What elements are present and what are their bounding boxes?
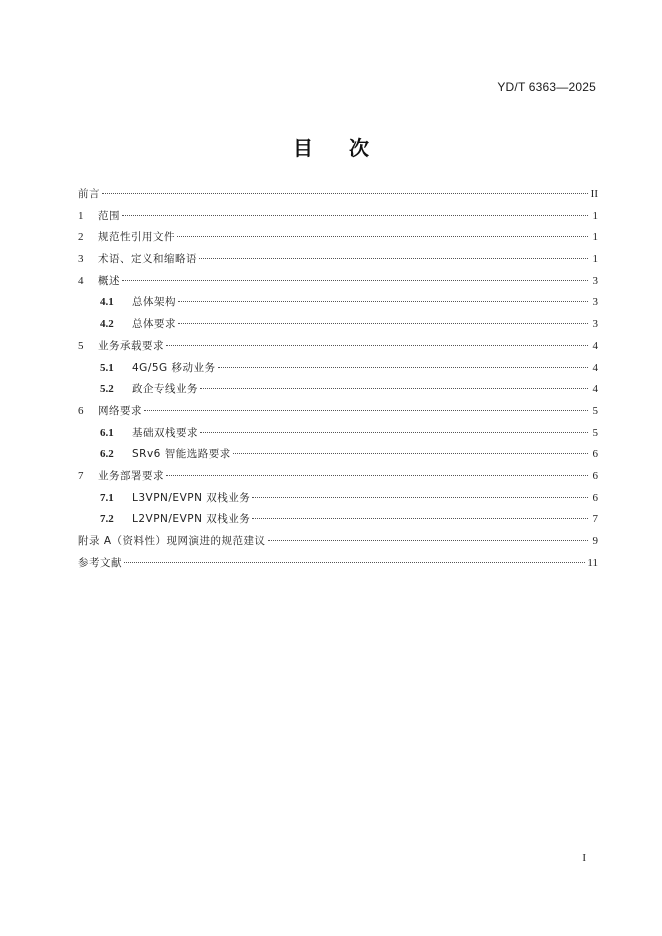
toc-entry-number: 5 bbox=[78, 339, 84, 352]
document-id: YD/T 6363—2025 bbox=[497, 80, 596, 94]
toc-entry-page: 1 bbox=[592, 231, 598, 244]
toc-entry-page: II bbox=[590, 188, 598, 200]
toc-entry[interactable] bbox=[78, 249, 598, 271]
toc-entry-label: 概述 bbox=[98, 274, 120, 287]
toc-leader-dots bbox=[144, 410, 588, 411]
toc-entry-label: 4G/5G 移动业务 bbox=[132, 361, 216, 374]
toc-entry-label: 术语、定义和缩略语 bbox=[98, 253, 197, 266]
toc-leader-dots bbox=[233, 453, 588, 454]
toc-leader-dots bbox=[252, 497, 588, 498]
toc-entry-number: 1 bbox=[78, 209, 84, 222]
toc-entry[interactable] bbox=[78, 423, 598, 445]
toc-entry-number: 5.2 bbox=[100, 383, 114, 396]
toc-entry[interactable] bbox=[78, 314, 598, 336]
toc-leader-dots bbox=[122, 215, 588, 216]
toc-entry-label: 业务承载要求 bbox=[98, 339, 164, 352]
toc-entry-page: 6 bbox=[592, 448, 598, 461]
toc-entry-label: 总体架构 bbox=[132, 296, 176, 309]
toc-entry-page: 7 bbox=[592, 513, 598, 526]
toc-entry[interactable] bbox=[78, 184, 598, 206]
toc-entry-number: 7 bbox=[78, 469, 84, 482]
toc-leader-dots bbox=[102, 193, 588, 194]
toc-leader-dots bbox=[200, 388, 588, 389]
toc-leader-dots bbox=[178, 323, 588, 324]
toc-entry-number: 6.1 bbox=[100, 426, 114, 439]
toc-entry[interactable] bbox=[78, 531, 598, 553]
toc-entry[interactable] bbox=[78, 379, 598, 401]
toc-entry[interactable] bbox=[78, 358, 598, 380]
page-number: I bbox=[582, 852, 586, 864]
toc-entry-label: 总体要求 bbox=[132, 318, 176, 331]
toc-leader-dots bbox=[199, 258, 588, 259]
toc-entry-page: 3 bbox=[592, 274, 598, 287]
toc-entry-label: 业务部署要求 bbox=[98, 469, 164, 482]
toc-entry-page: 11 bbox=[587, 556, 598, 569]
toc-entry-label: 网络要求 bbox=[98, 404, 142, 417]
toc-entry-number: 7.1 bbox=[100, 491, 114, 504]
toc-entry-page: 4 bbox=[592, 361, 598, 374]
toc-leader-dots bbox=[177, 236, 588, 237]
toc-entry-label: 基础双栈要求 bbox=[132, 426, 198, 439]
toc-entry-number: 4 bbox=[78, 274, 84, 287]
toc-leader-dots bbox=[178, 301, 588, 302]
toc-entry-page: 6 bbox=[592, 491, 598, 504]
toc-title bbox=[0, 132, 662, 161]
toc-entry-label: 规范性引用文件 bbox=[98, 231, 175, 244]
toc-entry-number: 4.1 bbox=[100, 296, 114, 309]
toc-title-char-2: 次 bbox=[349, 136, 369, 160]
toc-leader-dots bbox=[268, 540, 588, 541]
toc-leader-dots bbox=[218, 367, 588, 368]
toc-entry-number: 3 bbox=[78, 253, 84, 266]
toc-entry-label: 前言 bbox=[78, 188, 100, 200]
toc-entry[interactable] bbox=[78, 444, 598, 466]
toc-entry[interactable] bbox=[78, 466, 598, 488]
toc-entry-number: 5.1 bbox=[100, 361, 114, 374]
toc-entry-number: 4.2 bbox=[100, 318, 114, 331]
toc-entry-number: 6 bbox=[78, 404, 84, 417]
toc-entry-page: 9 bbox=[592, 535, 598, 547]
toc-leader-dots bbox=[166, 475, 588, 476]
toc-entry-page: 4 bbox=[592, 339, 598, 352]
toc-entry-number: 7.2 bbox=[100, 513, 114, 526]
toc-entry-page: 1 bbox=[592, 253, 598, 266]
toc-entry-number: 2 bbox=[78, 231, 84, 244]
toc-entry[interactable] bbox=[78, 227, 598, 249]
toc-entry-page: 5 bbox=[592, 426, 598, 439]
toc-entry-label: SRv6 智能选路要求 bbox=[132, 448, 231, 461]
toc-entry-page: 3 bbox=[592, 296, 598, 309]
toc-title-char-1: 目 bbox=[293, 136, 313, 160]
toc-entry[interactable] bbox=[78, 401, 598, 423]
toc-list bbox=[78, 184, 598, 574]
toc-entry[interactable] bbox=[78, 336, 598, 358]
toc-entry-page: 4 bbox=[592, 383, 598, 396]
toc-entry-label: 政企专线业务 bbox=[132, 383, 198, 396]
toc-leader-dots bbox=[122, 280, 588, 281]
toc-entry-page: 5 bbox=[592, 404, 598, 417]
toc-entry-label: 附录 A（资料性）现网演进的规范建议 bbox=[78, 535, 266, 547]
toc-entry-label: 参考文献 bbox=[78, 556, 122, 569]
toc-entry[interactable] bbox=[78, 509, 598, 531]
toc-entry-label: L3VPN/EVPN 双栈业务 bbox=[132, 491, 251, 504]
toc-leader-dots bbox=[166, 345, 588, 346]
toc-entry[interactable] bbox=[78, 488, 598, 510]
toc-entry-label: 范围 bbox=[98, 209, 120, 222]
toc-entry[interactable] bbox=[78, 271, 598, 293]
toc-entry[interactable] bbox=[78, 206, 598, 228]
toc-entry[interactable] bbox=[78, 553, 598, 575]
toc-entry-page: 6 bbox=[592, 469, 598, 482]
toc-entry-page: 3 bbox=[592, 318, 598, 331]
toc-entry[interactable] bbox=[78, 292, 598, 314]
toc-entry-label: L2VPN/EVPN 双栈业务 bbox=[132, 513, 251, 526]
toc-leader-dots bbox=[124, 562, 585, 563]
toc-leader-dots bbox=[252, 518, 588, 519]
toc-entry-number: 6.2 bbox=[100, 448, 114, 461]
toc-entry-page: 1 bbox=[592, 209, 598, 222]
toc-leader-dots bbox=[200, 432, 588, 433]
